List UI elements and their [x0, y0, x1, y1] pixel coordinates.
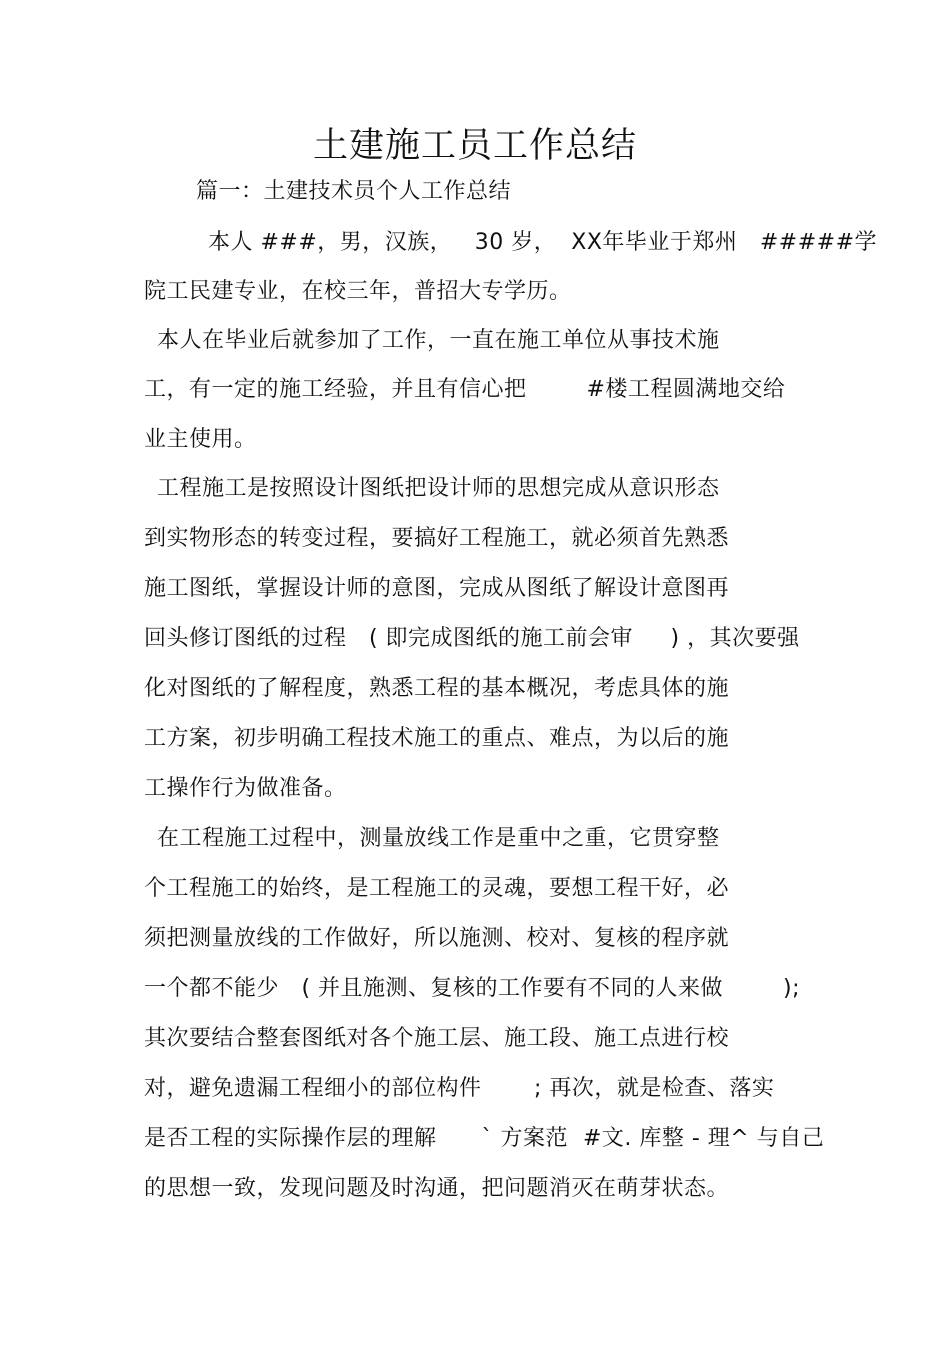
paragraph-line: 施工图纸，掌握设计师的意图，完成从图纸了解设计意图再 [144, 576, 730, 601]
paragraph-line: 工方案，初步明确工程技术施工的重点、难点，为以后的施 [144, 726, 730, 751]
paragraph-line: 本人 ###，男，汉族， 30 岁， XX年毕业于郑州 #####学 [208, 230, 878, 255]
paragraph-line: 业主使用。 [144, 427, 257, 452]
paragraph-line: 须把测量放线的工作做好，所以施测、校对、复核的程序就 [144, 926, 730, 951]
paragraph-line: 到实物形态的转变过程，要搞好工程施工，就必须首先熟悉 [144, 526, 730, 551]
paragraph-line: 是否工程的实际操作层的理解 ` 方案范 #文. 库整 - 理^ 与自己 [144, 1126, 825, 1151]
paragraph-line: 工操作行为做准备。 [144, 776, 347, 801]
paragraph-line: 的思想一致，发现问题及时沟通，把问题消灭在萌芽状态。 [144, 1176, 730, 1201]
paragraph-line: 其次要结合整套图纸对各个施工层、施工段、施工点进行校 [144, 1026, 730, 1051]
paragraph-line: 一个都不能少 ( 并且施测、复核的工作要有不同的人来做 ); [144, 976, 800, 1001]
paragraph-line: 本人在毕业后就参加了工作，一直在施工单位从事技术施 [157, 328, 720, 353]
paragraph-line: 对，避免遗漏工程细小的部位构件 ; 再次，就是检查、落实 [144, 1076, 775, 1101]
paragraph-line: 院工民建专业，在校三年，普招大专学历。 [144, 279, 572, 304]
paragraph-line: 化对图纸的了解程度，熟悉工程的基本概况，考虑具体的施 [144, 676, 730, 701]
document-subtitle: 篇一：土建技术员个人工作总结 [196, 179, 512, 204]
paragraph-line: 工程施工是按照设计图纸把设计师的思想完成从意识形态 [157, 476, 720, 501]
paragraph-line: 工，有一定的施工经验，并且有信心把 #楼工程圆满地交给 [144, 377, 786, 402]
paragraph-line: 回头修订图纸的过程 ( 即完成图纸的施工前会审 ) ，其次要强 [144, 626, 800, 651]
paragraph-line: 个工程施工的始终，是工程施工的灵魂，要想工程干好，必 [144, 876, 730, 901]
paragraph-line: 在工程施工过程中，测量放线工作是重中之重，它贯穿整 [157, 826, 720, 851]
document-title: 土建施工员工作总结 [312, 126, 637, 166]
